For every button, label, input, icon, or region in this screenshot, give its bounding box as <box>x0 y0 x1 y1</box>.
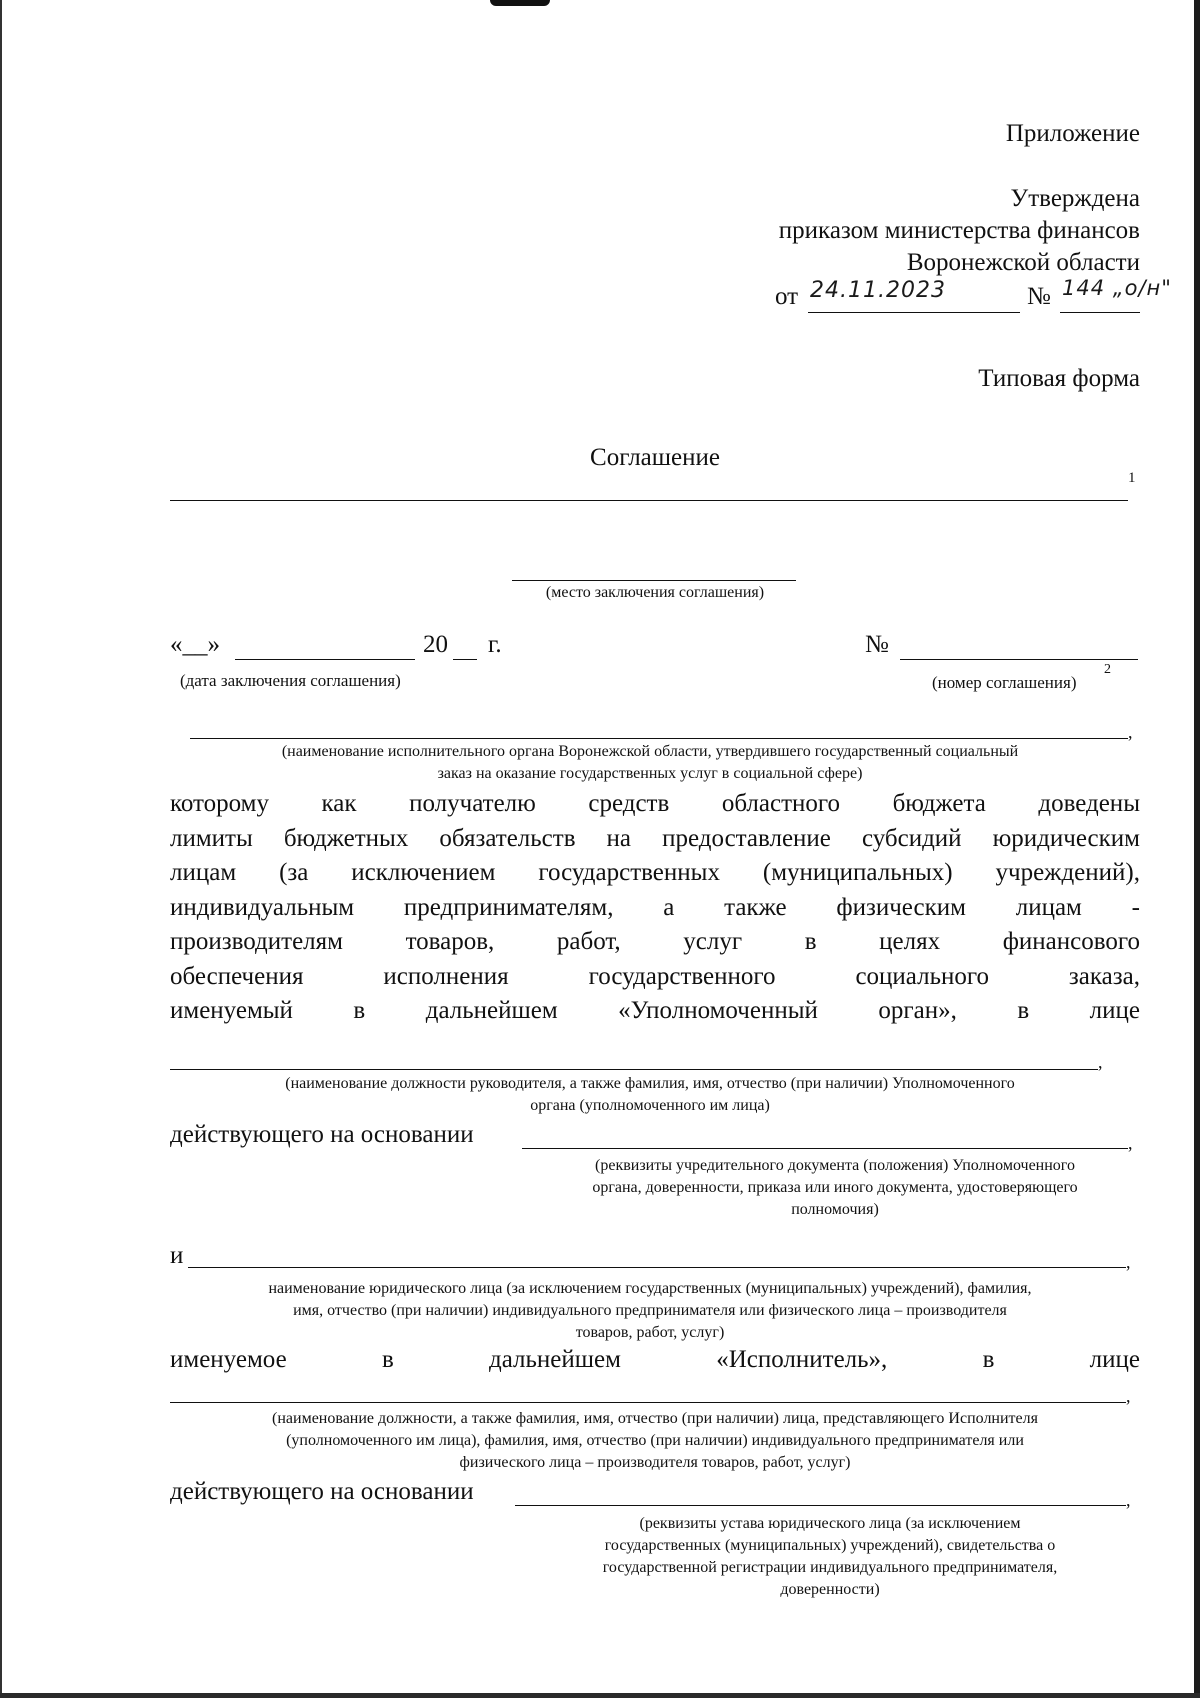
head-caption-line-2: органа (уполномоченного им лица) <box>530 1097 770 1114</box>
rep-caption-line-1: (наименование должности, а также фамилия, имя, отчество (при наличии) лица, представляющего Исполнителя <box>272 1410 1038 1427</box>
executor-caption-line-1: наименование юридического лица (за исключением государственных (муниципальных) учреждений), фамилия, <box>268 1280 1032 1297</box>
order-number-line <box>1060 312 1140 313</box>
date-caption: (дата заключения соглашения) <box>180 671 401 690</box>
title-fill-line <box>170 500 1128 501</box>
order-number-prefix: № <box>1027 283 1051 310</box>
head-name-line <box>170 1069 1098 1070</box>
rep-name-line <box>170 1402 1126 1403</box>
form-type-label: Типовая форма <box>978 365 1140 392</box>
basis-caption-1-line-3: полномочия) <box>791 1201 879 1218</box>
basis-caption-2-line-4: доверенности) <box>780 1581 880 1598</box>
footnote-1-mark: 1 <box>1128 470 1136 486</box>
acting-basis-label-1: действующего на основании <box>170 1121 474 1148</box>
rep-caption-line-2: (уполномоченного им лица), фамилия, имя, отчество (при наличии) индивидуального предпринимателя или <box>286 1432 1024 1449</box>
agreement-number-caption: (номер соглашения) <box>932 673 1077 692</box>
order-date-handwritten: 24.11.2023 <box>810 278 946 303</box>
date-year-line <box>453 659 477 660</box>
scan-edge-right <box>1194 0 1200 1698</box>
body-line: лимиты бюджетных обязательств на предоставление субсидий юридическим <box>170 824 1140 852</box>
rep-caption-line-3: физического лица – производителя товаров, работ, услуг) <box>459 1454 851 1471</box>
organ-name-line <box>190 738 1128 739</box>
body-line: лицам (за исключением государственных (муниципальных) учреждений), <box>170 859 1140 886</box>
approved-by-line-1: приказом министерства финансов <box>778 217 1140 244</box>
agreement-number-line <box>900 659 1138 660</box>
scan-notch <box>490 0 550 6</box>
order-date-prefix: от <box>775 283 799 310</box>
basis-caption-2-line-2: государственных (муниципальных) учреждений), свидетельства о <box>604 1537 1056 1554</box>
place-line <box>512 580 796 581</box>
date-month-line <box>235 659 415 660</box>
body-line: которому как получателю средств областного бюджета доведены <box>170 790 1140 817</box>
basis-comma-2: , <box>1126 1490 1131 1510</box>
basis-caption-2-line-1: (реквизиты устава юридического лица (за исключением <box>639 1515 1021 1532</box>
organ-name-comma: , <box>1128 722 1133 742</box>
body-line: именуемый в дальнейшем «Уполномоченный орган», в лице <box>170 997 1140 1024</box>
rep-name-comma: , <box>1126 1386 1131 1406</box>
body-line: производителям товаров, работ, услуг в целях финансового <box>170 928 1140 955</box>
head-caption-line-1: (наименование должности руководителя, а также фамилия, имя, отчество (при наличии) Уполномоченного <box>285 1075 1015 1092</box>
basis-caption-1-line-1: (реквизиты учредительного документа (положения) Уполномоченного <box>595 1157 1075 1174</box>
executor-caption-line-2: имя, отчество (при наличии) индивидуального предпринимателя или физического лица – производителя <box>293 1302 1007 1319</box>
date-day-quotes: «__» <box>170 631 220 658</box>
organ-caption-line-2: заказ на оказание государственных услуг в социальной сфере) <box>437 765 863 782</box>
body-line: индивидуальным предпринимателям, а также физическим лицам - <box>170 893 1140 921</box>
appendix-label: Приложение <box>1005 120 1140 147</box>
body-paragraph <box>170 787 1140 1029</box>
document-title: Соглашение <box>590 444 720 471</box>
basis-caption-1-line-2: органа, доверенности, приказа или иного документа, удостоверяющего <box>592 1179 1078 1196</box>
order-date-line <box>808 312 1020 313</box>
executor-name-comma: , <box>1126 1252 1131 1272</box>
head-name-comma: , <box>1098 1052 1103 1072</box>
and-label: и <box>170 1242 184 1269</box>
basis-line-2 <box>515 1505 1126 1506</box>
body-line: обеспечения исполнения государственного социального заказа, <box>170 962 1140 990</box>
date-year-prefix: 20 <box>423 631 448 658</box>
scan-edge-bottom <box>0 1693 1200 1698</box>
footnote-2-mark: 2 <box>1104 662 1111 677</box>
basis-line-1 <box>522 1148 1128 1149</box>
executor-caption-line-3: товаров, работ, услуг) <box>575 1324 725 1341</box>
basis-caption-2-line-3: государственной регистрации индивидуального предпринимателя, <box>602 1559 1058 1576</box>
agreement-number-sign: № <box>865 631 889 658</box>
basis-comma-1: , <box>1128 1133 1133 1153</box>
approved-label: Утверждена <box>1010 185 1140 212</box>
scan-edge-left <box>0 0 2 1698</box>
date-year-suffix: г. <box>488 631 502 658</box>
executor-name-line <box>188 1267 1126 1268</box>
place-caption: (место заключения соглашения) <box>545 584 765 601</box>
executor-line: именуемое в дальнейшем «Исполнитель», в лице <box>170 1346 1140 1373</box>
order-number-handwritten: 144 „о/н" <box>1062 276 1172 300</box>
organ-caption-line-1: (наименование исполнительного органа Воронежской области, утвердившего государственный социальный <box>281 743 1019 760</box>
approved-by-line-2: Воронежской области <box>906 249 1140 276</box>
acting-basis-label-2: действующего на основании <box>170 1478 474 1505</box>
